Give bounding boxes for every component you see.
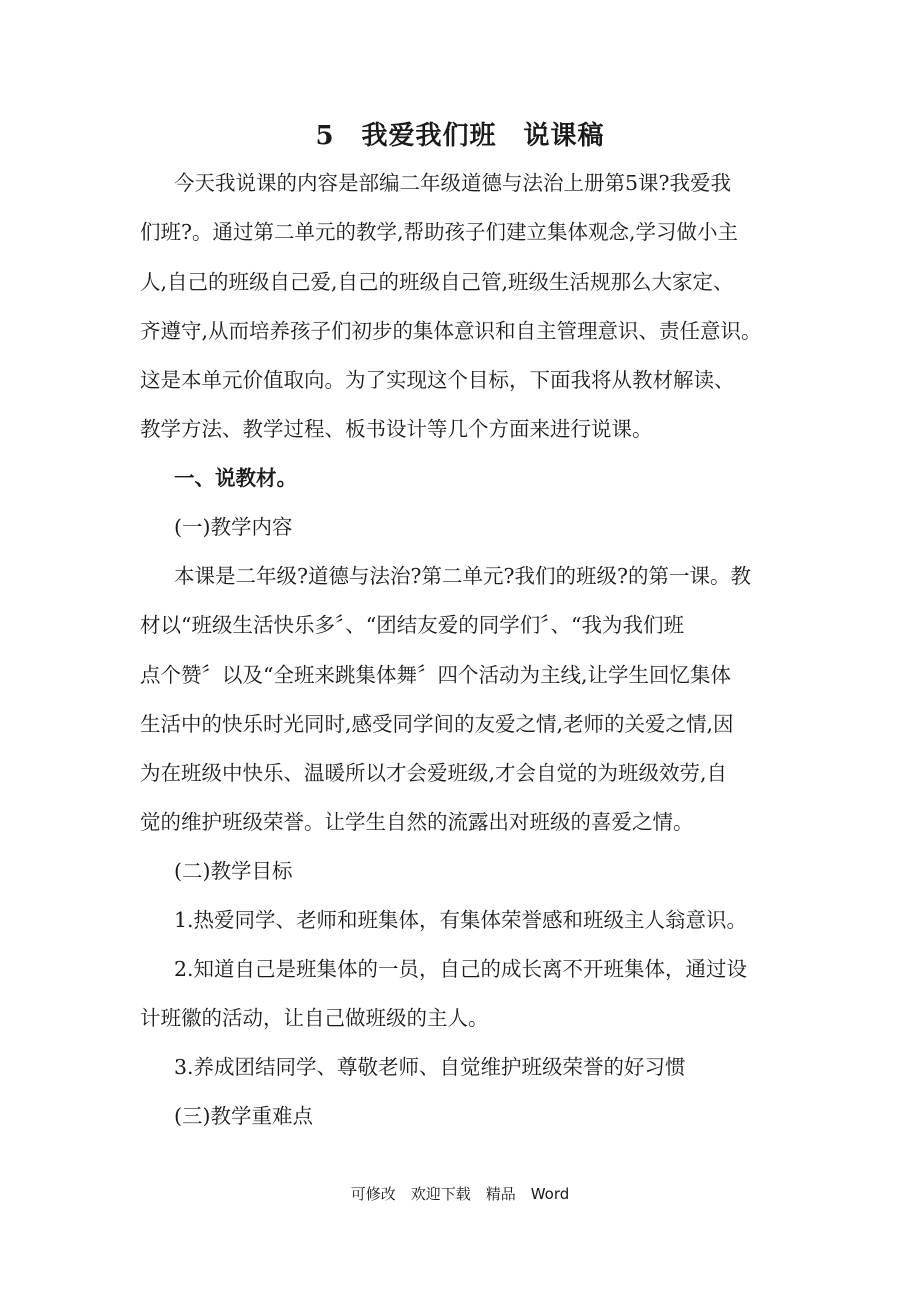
- list-item: 2.知道自己是班集体的一员，自己的成长离不开班集体，通过设: [174, 957, 748, 981]
- list-item-continuation: 计班徽的活动，让自己做班级的主人。: [140, 1006, 489, 1030]
- paragraph-line: 齐遵守,从而培养孩子们初步的集体意识和自主管理意识、责任意识。: [140, 319, 762, 343]
- paragraph-line: 点个赞〞以及“全班来跳集体舞〞四个活动为主线,让学生回忆集体: [140, 663, 731, 687]
- list-item: 1.热爱同学、老师和班集体，有集体荣誉感和班级主人翁意识。: [174, 908, 748, 932]
- paragraph-line: 觉的维护班级荣誉。让学生自然的流露出对班级的喜爱之情。: [140, 810, 694, 834]
- page-footer: 可修改 欢迎下载 精品 Word: [350, 1185, 570, 1203]
- paragraph-line: 今天我说课的内容是部编二年级道德与法治上册第5课?我爱我: [174, 171, 732, 195]
- document-title: 5 我爱我们班 说课稿: [315, 121, 605, 151]
- subsection-heading: (二)教学目标: [174, 859, 293, 883]
- paragraph-line: 们班?。通过第二单元的教学,帮助孩子们建立集体观念,学习做小主: [140, 220, 739, 244]
- list-item: 3.养成团结同学、尊敬老师、自觉维护班级荣誉的好习惯: [174, 1055, 686, 1079]
- paragraph-line: 这是本单元价值取向。为了实现这个目标，下面我将从教材解读、: [140, 368, 735, 392]
- subsection-heading: (三)教学重难点: [174, 1104, 313, 1128]
- paragraph-line: 生活中的快乐时光同时,感受同学间的友爱之情,老师的关爱之情,因: [140, 712, 734, 736]
- subsection-heading: (一)教学内容: [174, 515, 293, 539]
- paragraph-line: 本课是二年级?道德与法治?第二单元?我们的班级?的第一课。教: [174, 564, 751, 588]
- paragraph-line: 为在班级中快乐、温暖所以才会爱班级,才会自觉的为班级效劳,自: [140, 761, 728, 785]
- paragraph-line: 材以“班级生活快乐多〞、“团结友爱的同学们〞、“我为我们班: [140, 613, 684, 637]
- paragraph-line: 人,自己的班级自己爱,自己的班级自己管,班级生活规那么大家定、: [140, 270, 734, 294]
- section-heading: 一、说教材。: [174, 466, 297, 490]
- paragraph-line: 教学方法、教学过程、板书设计等几个方面来进行说课。: [140, 417, 653, 441]
